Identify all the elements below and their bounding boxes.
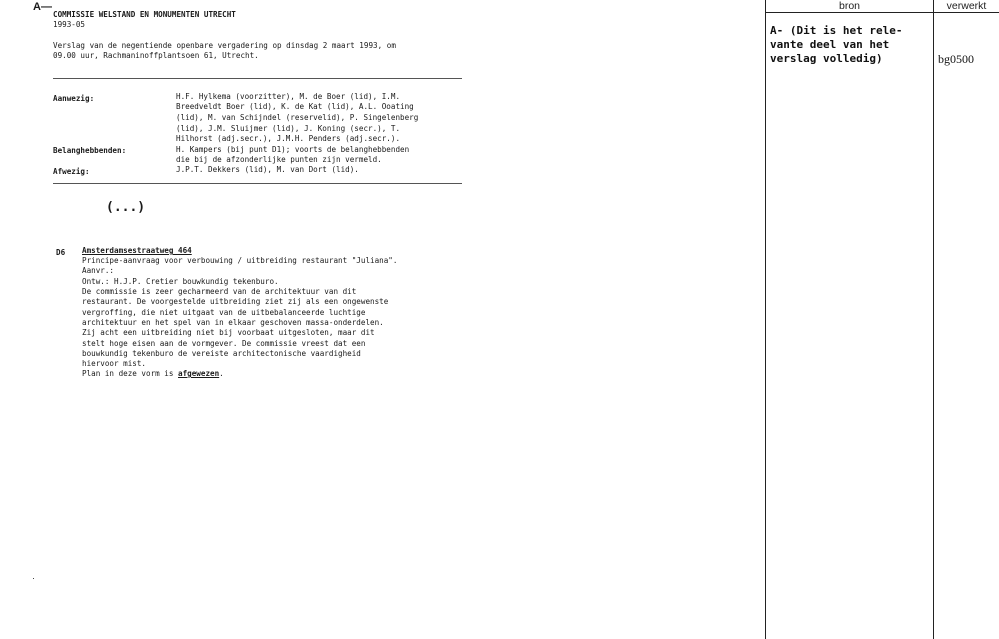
item-line: hiervoor mist.	[82, 359, 147, 368]
omission-ellipsis: (...)	[106, 200, 146, 215]
table-header-rule	[765, 12, 999, 13]
item-line: bouwkundig tekenburo de vereiste architectonische vaardigheid	[82, 349, 361, 358]
present-line: (lid), J.M. Sluijmer (lid), J. Koning (secr.), T.	[176, 124, 401, 133]
item-line: Ontw.: H.J.P. Cretier bouwkundig tekenburo.	[82, 277, 279, 286]
present-line: Hilhorst (adj.secr.), J.M.H. Penders (adj.secr.).	[176, 134, 401, 143]
parties-line: H. Kampers (bij punt D1); voorts de belanghebbenden	[176, 145, 410, 154]
report-year: 1993-05	[53, 20, 86, 29]
verdict-prefix: Plan in deze vorm is	[82, 369, 179, 378]
divider-top	[53, 78, 462, 79]
column-header-verwerkt: verwerkt	[946, 0, 987, 12]
table-border-mid	[933, 0, 934, 639]
absent-label: Afwezig:	[53, 167, 90, 176]
org-title: COMMISSIE WELSTAND EN MONUMENTEN UTRECHT	[53, 10, 236, 19]
table-border-left	[765, 0, 766, 639]
present-line: (lid), M. van Schijndel (reservelid), P. Singelenberg	[176, 113, 419, 122]
divider-bottom	[53, 183, 462, 184]
absent-line: J.P.T. Dekkers (lid), M. van Dort (lid).	[176, 165, 359, 174]
item-line: De commissie is zeer gecharmeerd van de architektuur van dit	[82, 287, 357, 296]
section-marker: A—	[33, 1, 52, 13]
verdict-suffix: .	[219, 369, 224, 378]
present-line: H.F. Hylkema (voorzitter), M. de Boer (lid), I.M.	[176, 92, 401, 101]
column-header-bron: bron	[838, 0, 860, 12]
present-label: Aanwezig:	[53, 94, 95, 103]
scan-dot	[33, 578, 34, 579]
intro-line-1: Verslag van de negentiende openbare vergadering op dinsdag 2 maart 1993, om	[53, 41, 396, 50]
parties-label: Belanghebbenden:	[53, 146, 127, 155]
intro-line-2: 09.00 uur, Rachmaninoffplantsoen 61, Utrecht.	[53, 51, 259, 60]
item-line: vergroffing, die niet uitgaat van de uitbebalanceerde luchtige	[82, 308, 366, 317]
item-line: restaurant. De voorgestelde uitbreiding ziet zij als een ongewenste	[82, 297, 389, 306]
item-verdict-line	[82, 369, 224, 378]
verwerkt-code: bg0500	[938, 52, 974, 66]
bron-note-line: A- (Dit is het rele-	[770, 24, 903, 37]
bron-note-line: verslag volledig)	[770, 52, 883, 65]
verdict-text: afgewezen	[178, 369, 220, 378]
item-line: Principe-aanvraag voor verbouwing / uitbreiding restaurant "Juliana".	[82, 256, 398, 265]
item-line: stelt hoge eisen aan de vormgever. De commissie vreest dat een	[82, 339, 366, 348]
present-line: Breedveldt Boer (lid), K. de Kat (lid), A.L. Ooating	[176, 102, 414, 111]
item-title: Amsterdamsestraatweg 464	[82, 246, 192, 255]
item-line: Aanvr.:	[82, 266, 115, 275]
item-line: Zij acht een uitbreiding niet bij voorbaat uitgesloten, maar dit	[82, 328, 375, 337]
parties-line: die bij de afzonderlijke punten zijn vermeld.	[176, 155, 382, 164]
item-number: D6	[56, 248, 66, 257]
bron-note-line: vante deel van het	[770, 38, 890, 51]
item-line: architektuur en het spel van in elkaar geschoven massa-onderdelen.	[82, 318, 384, 327]
